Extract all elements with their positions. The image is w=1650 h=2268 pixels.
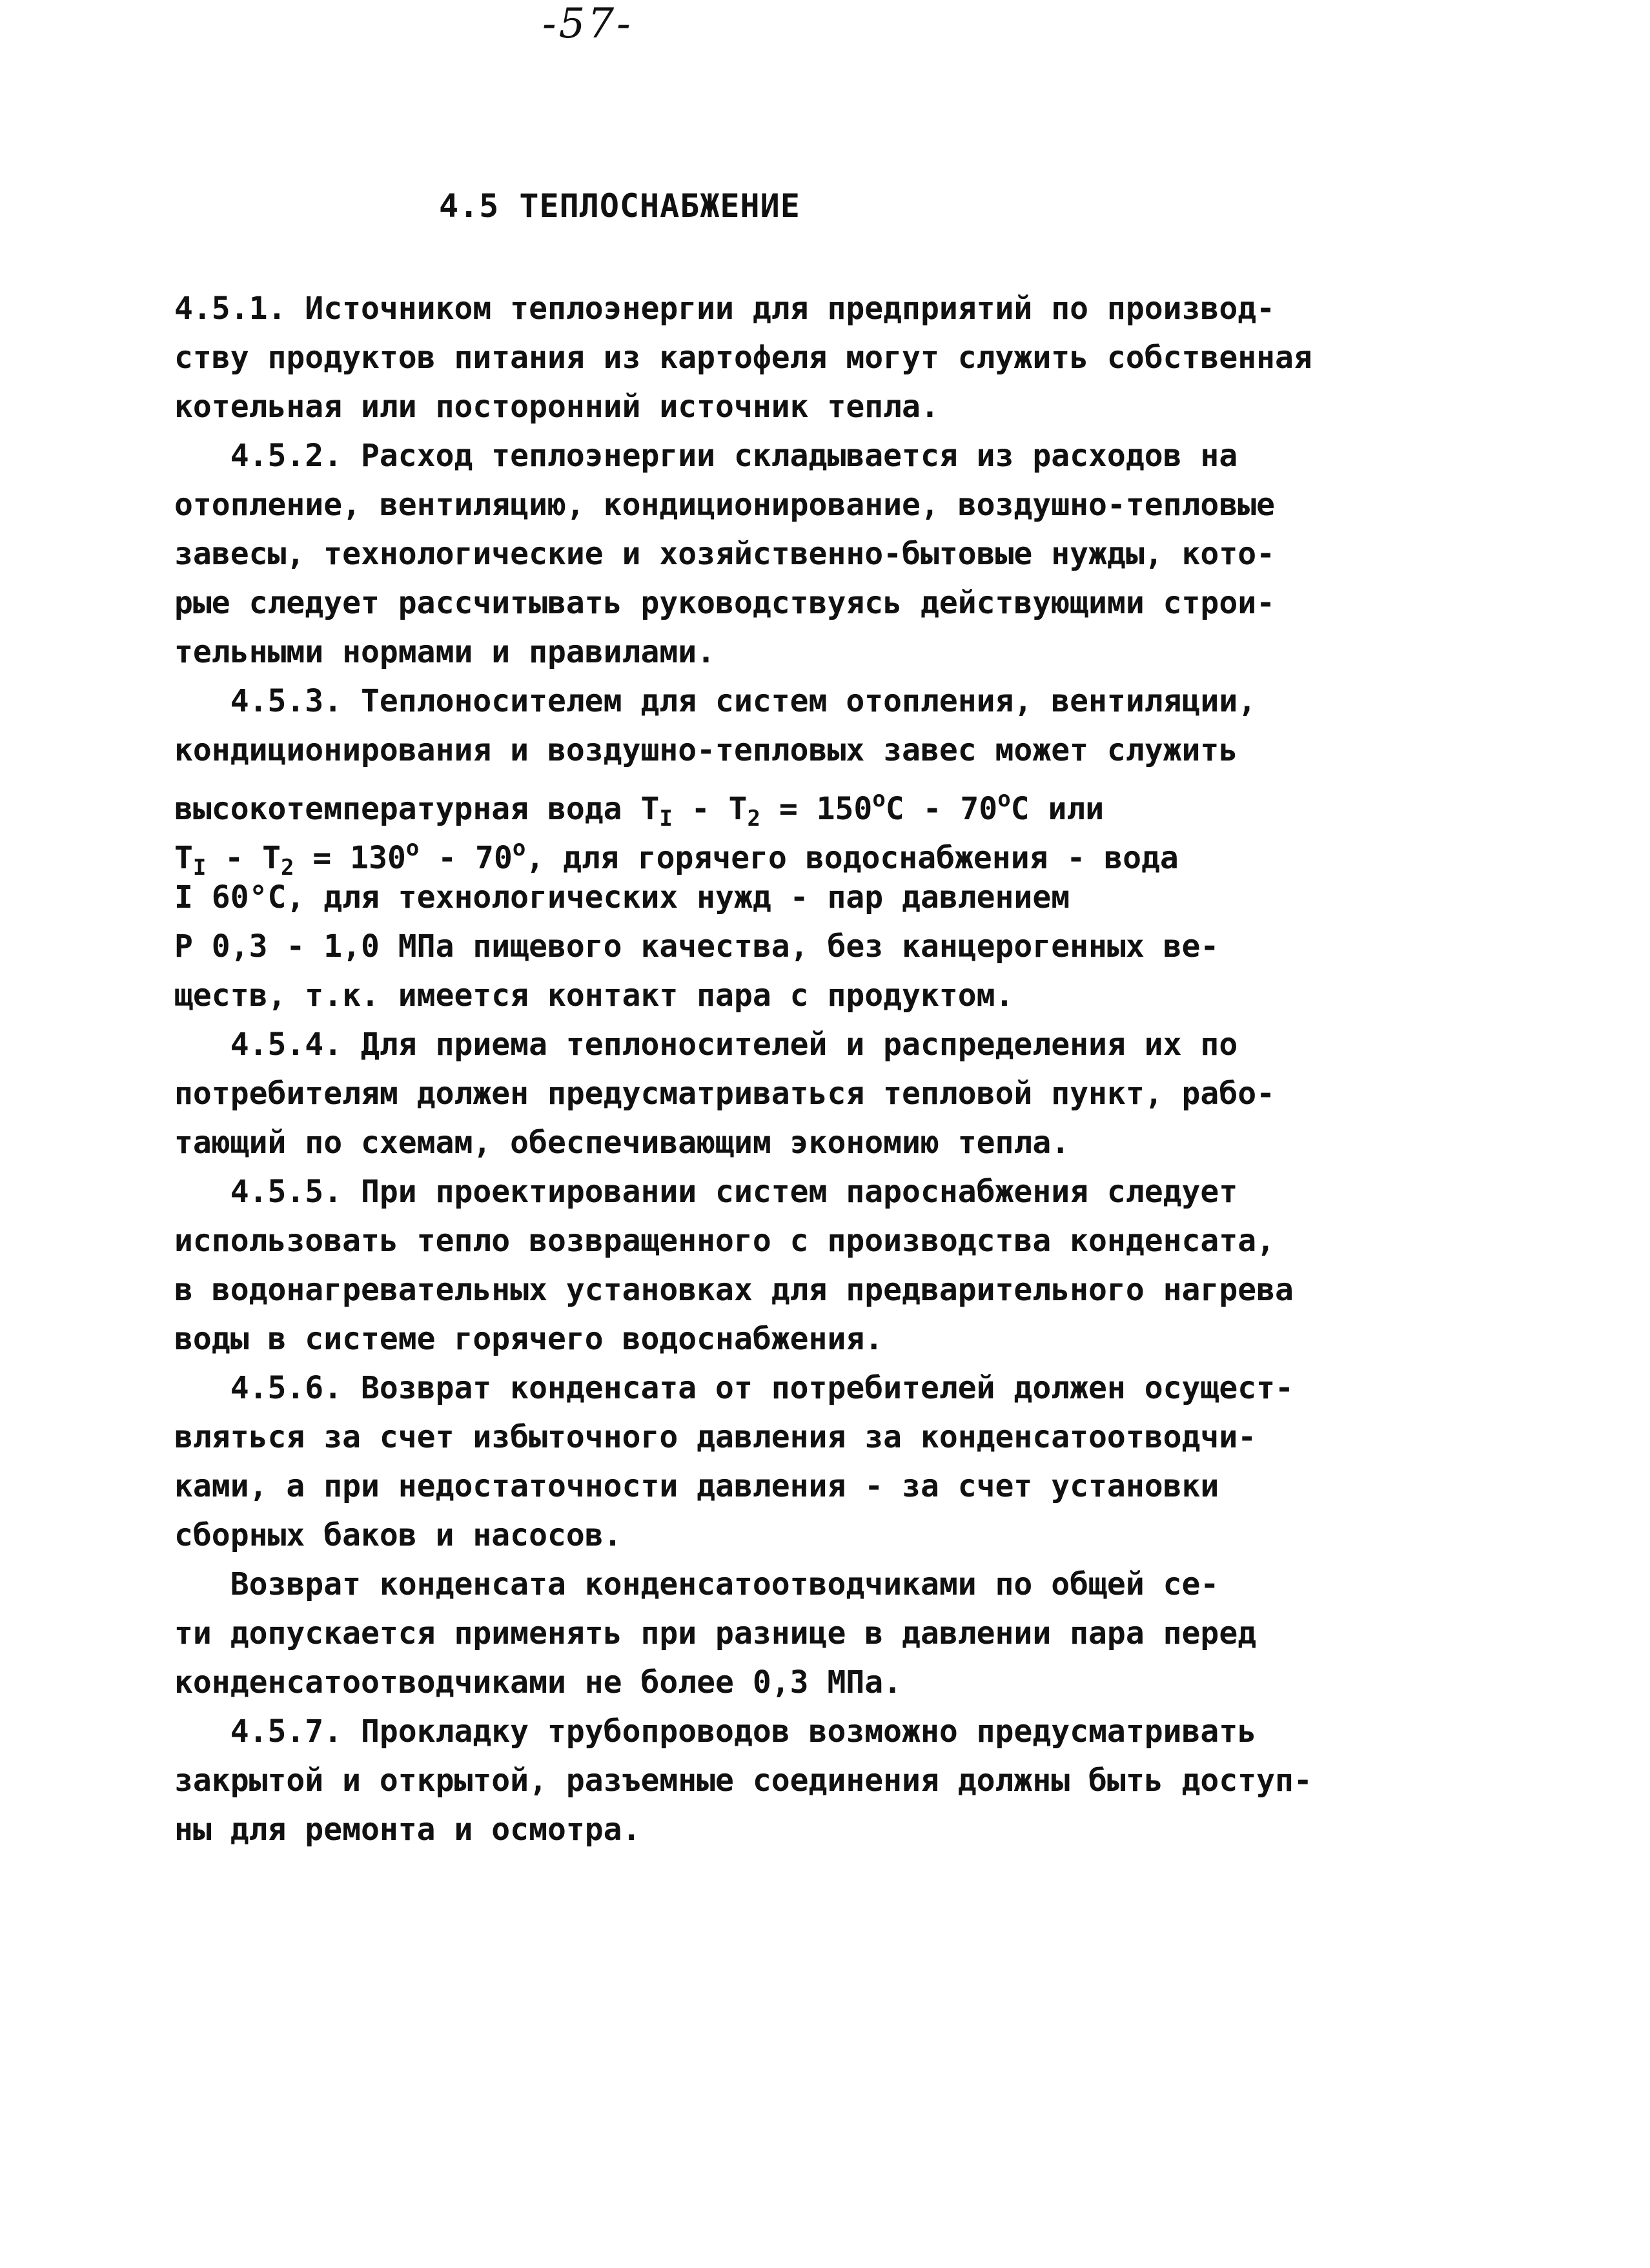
text-line: 4.5.2. Расход теплоэнергии складывается из расходов на	[174, 438, 1238, 474]
text-line: 4.5.3. Теплоносителем для систем отопления, вентиляции,	[174, 683, 1257, 719]
formula-text: С - 70	[885, 791, 998, 827]
text-line: закрытой и открытой, разъемные соединения должны быть доступ-	[174, 1762, 1312, 1799]
paragraph-condensate-return	[174, 1560, 1459, 1707]
text-line: сборных баков и насосов.	[174, 1517, 622, 1553]
text-line: ществ, т.к. имеется контакт пара с продуктом.	[174, 977, 1014, 1014]
degree-mark: о	[405, 835, 420, 861]
text-line: ству продуктов питания из картофеля могут служить собственная	[174, 340, 1312, 376]
subscript: 2	[747, 806, 760, 832]
text-line: I 60°С, для технологических нужд - пар давлением	[174, 879, 1070, 915]
text-line: Р 0,3 - 1,0 МПа пищевого качества, без канцерогенных ве-	[174, 928, 1219, 965]
degree-mark: о	[997, 786, 1011, 812]
subscript: 2	[280, 855, 294, 881]
text-line: тельными нормами и правилами.	[174, 634, 716, 670]
degree-mark: о	[872, 786, 886, 812]
text-line: в водонагревательных установках для предварительного нагрева	[174, 1272, 1294, 1308]
formula-text: - Т	[672, 791, 748, 827]
formula-text: С или	[1010, 791, 1105, 827]
subscript: I	[192, 855, 207, 881]
body-text	[174, 284, 1459, 1854]
text-line: 4.5.7. Прокладку трубопроводов возможно предусматривать	[174, 1713, 1257, 1750]
text-line: отопление, вентиляцию, кондиционирование, воздушно-тепловые	[174, 487, 1276, 523]
paragraph-4-5-7	[174, 1707, 1459, 1854]
text-line: ти допускается применять при разнице в давлении пара перед	[174, 1615, 1257, 1651]
text-line: вляться за счет избыточного давления за конденсатоотводчи-	[174, 1419, 1257, 1455]
page-number: -57-	[542, 0, 633, 48]
text-line: 4.5.5. При проектировании систем пароснабжения следует	[174, 1174, 1238, 1210]
formula-text: - Т	[206, 840, 281, 876]
text-line: ны для ремонта и осмотра.	[174, 1812, 641, 1848]
formula-text: = 130	[294, 840, 406, 876]
temperature-formula-line	[174, 824, 1459, 881]
text-line: кондиционирования и воздушно-тепловых завес может служить	[174, 732, 1238, 768]
text-line: рые следует рассчитывать руководствуясь действующими строи-	[174, 585, 1276, 621]
text-line: потребителям должен предусматриваться тепловой пункт, рабо-	[174, 1076, 1276, 1112]
text-line: завесы, технологические и хозяйственно-бытовые нужды, кото-	[174, 536, 1276, 572]
text-line: конденсатоотводчиками не более 0,3 МПа.	[174, 1664, 902, 1701]
formula-text: = 150	[760, 791, 873, 827]
paragraph-4-5-5	[174, 1167, 1459, 1364]
formula-text: Т	[174, 840, 193, 876]
text-line: котельная или посторонний источник тепла.	[174, 389, 939, 425]
paragraph-4-5-2	[174, 431, 1459, 677]
paragraph-4-5-6	[174, 1364, 1459, 1560]
text-line: тающий по схемам, обеспечивающим экономию тепла.	[174, 1125, 1070, 1161]
formula-text: - 70	[419, 840, 513, 876]
section-title: 4.5 ТЕПЛОСНАБЖЕНИЕ	[439, 187, 800, 225]
paragraph-4-5-1	[174, 284, 1459, 431]
temperature-formula-line	[174, 775, 1459, 832]
text-line: ками, а при недостаточности давления - за счет установки	[174, 1468, 1219, 1504]
text-line: 4.5.6. Возврат конденсата от потребителей должен осущест-	[174, 1370, 1294, 1406]
text-line: использовать тепло возвращенного с производства конденсата,	[174, 1223, 1276, 1259]
subscript: I	[659, 806, 673, 832]
paragraph-4-5-3	[174, 677, 1459, 1020]
paragraph-4-5-4	[174, 1020, 1459, 1167]
degree-mark: о	[512, 835, 526, 861]
text-line: 4.5.4. Для приема теплоносителей и распределения их по	[174, 1027, 1238, 1063]
text-line: Возврат конденсата конденсатоотводчиками по общей се-	[174, 1566, 1219, 1602]
text-line: воды в системе горячего водоснабжения.	[174, 1321, 884, 1357]
text-line: 4.5.1. Источником теплоэнергии для предприятий по производ-	[174, 291, 1276, 327]
formula-text: высокотемпературная вода Т	[174, 791, 660, 827]
formula-text: , для горячего водоснабжения - вода	[525, 840, 1179, 876]
